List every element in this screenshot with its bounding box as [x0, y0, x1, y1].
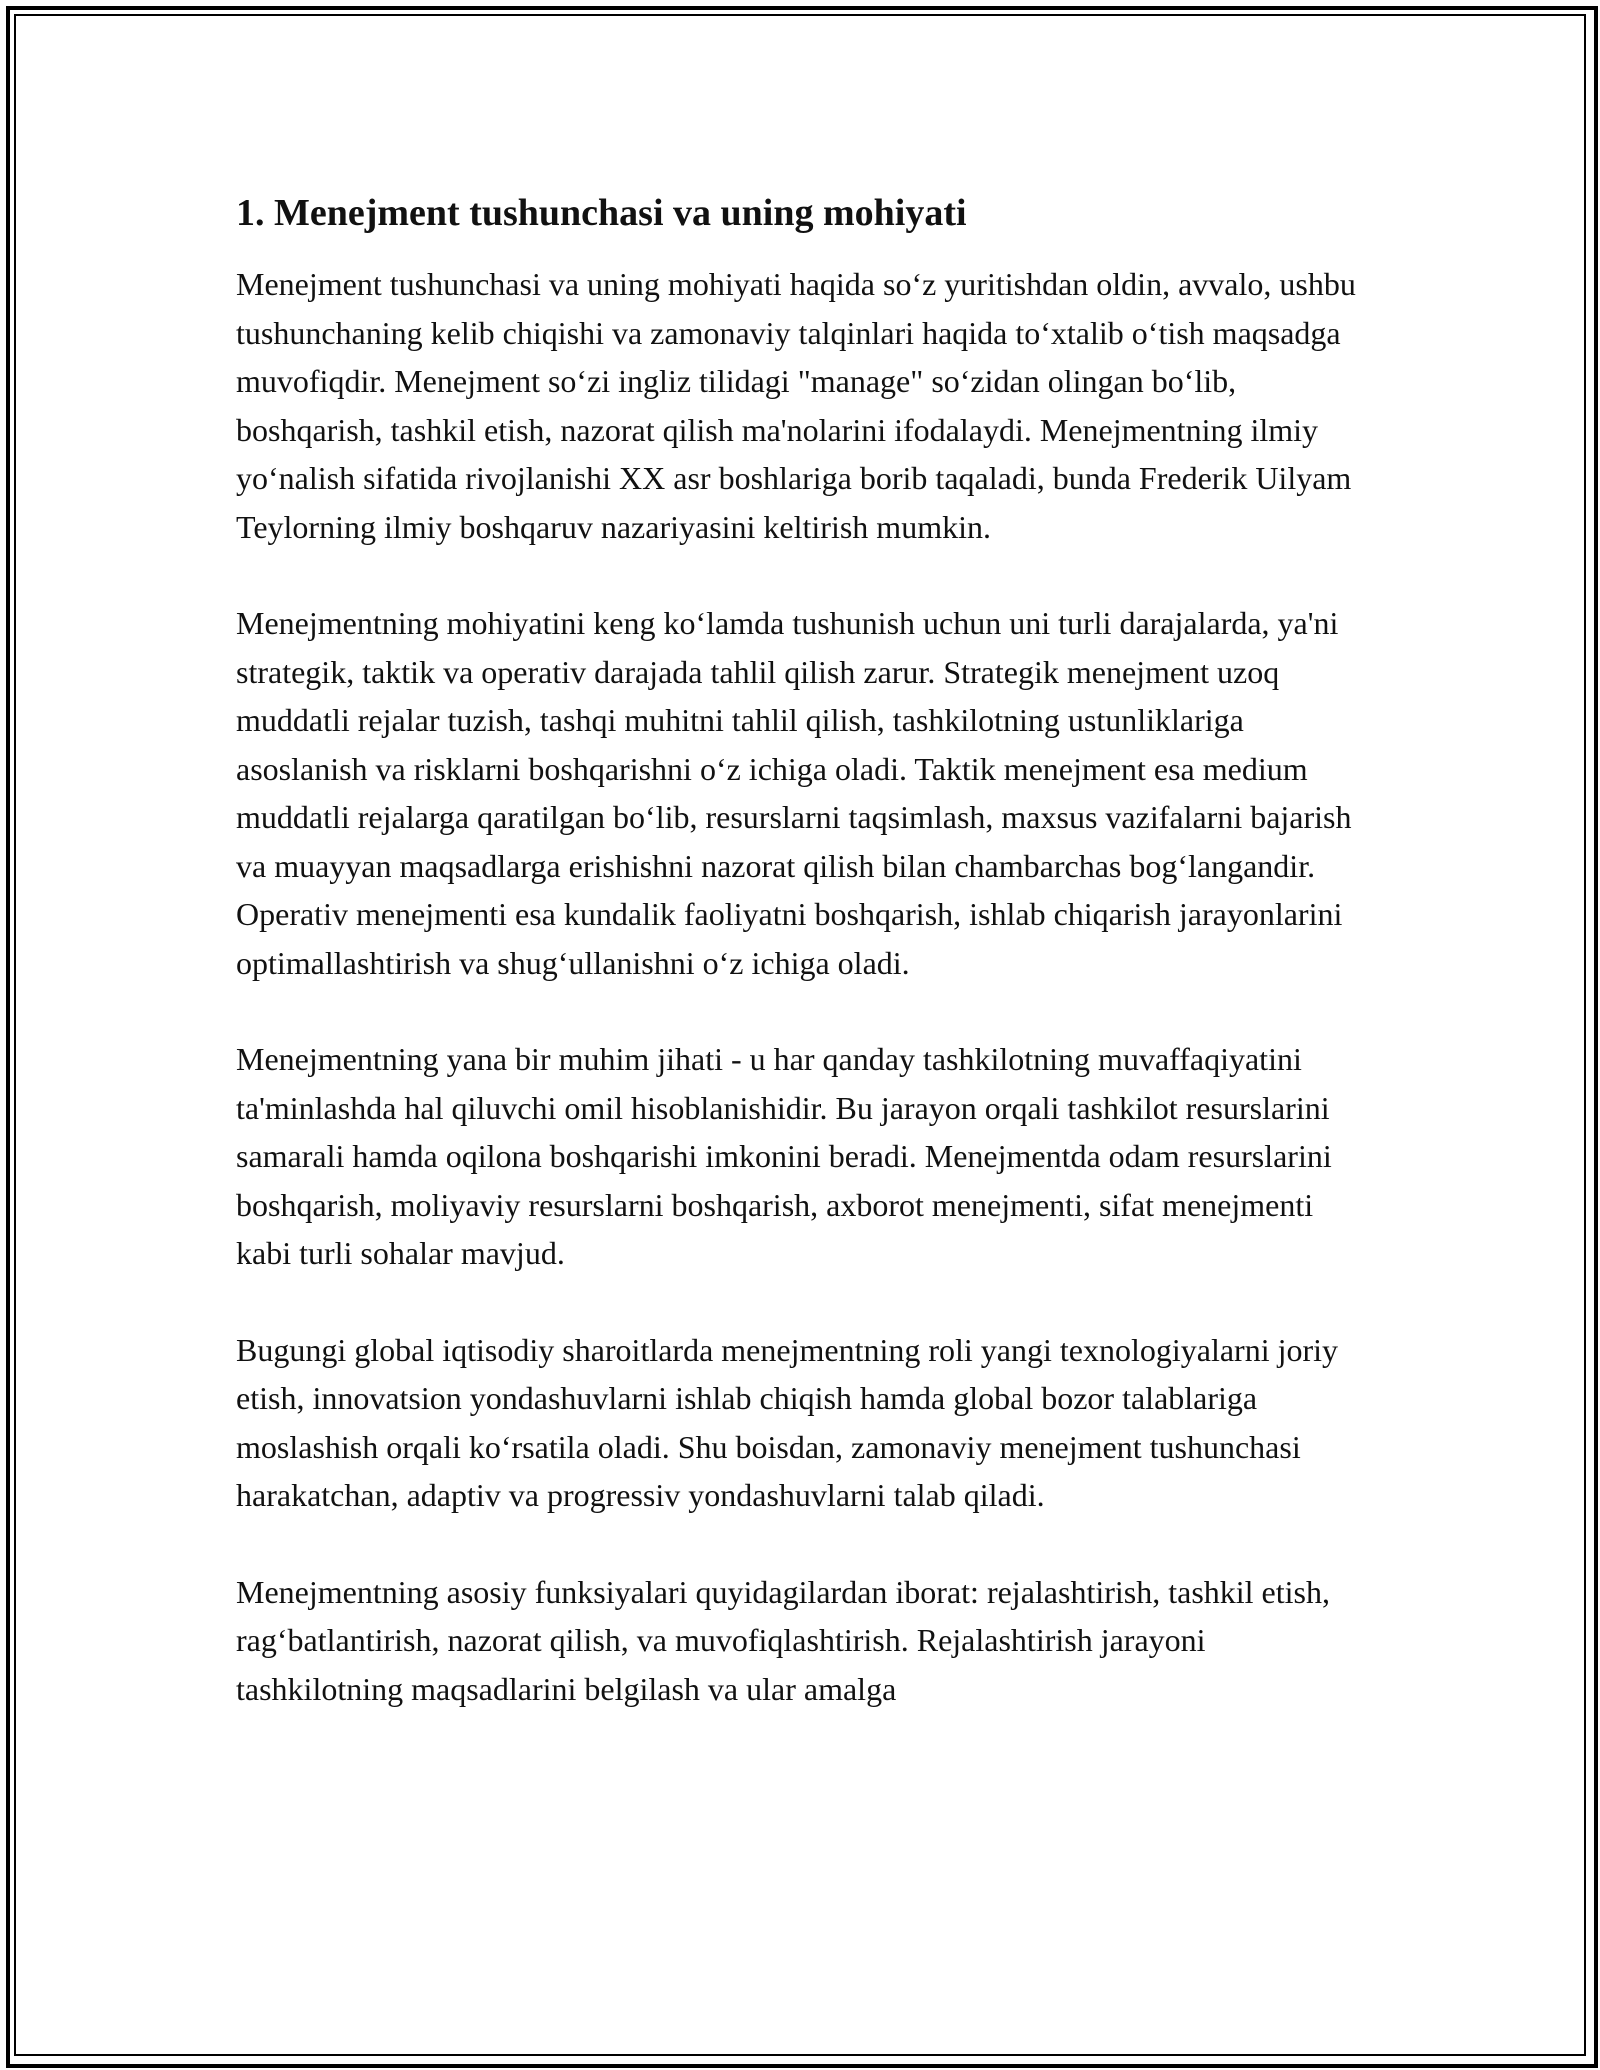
paragraph-2: Menejmentning mohiyatini keng ko‘lamda tushunish uchun uni turli darajalarda, ya'ni strategik, taktik va operativ darajada tahlil qilish zarur. Strategik menejment uzoq muddatli rejalar tuzish, tashqi muhitni tahlil qilish, tashkilotning ustunliklariga asoslanish va risklarni boshqarishni o‘z ichiga oladi. Taktik menejment esa medium muddatli rejalarga qaratilgan bo‘lib, resurslarni taqsimlash, maxsus vazifalarni bajarish va muayyan maqsadlarga erishishni nazorat qilish bilan chambarchas bog‘langandir. Operativ menejmenti esa kundalik faoliyatni boshqarish, ishlab chiqarish jarayonlarini optimallashtirish va shug‘ullanishni o‘z ichiga oladi.	[236, 605, 1352, 981]
paragraph-5: Menejmentning asosiy funksiyalari quyidagilardan iborat: rejalashtirish, tashkil etish, rag‘batlantirish, nazorat qilish, va muvofiqlashtirish. Rejalashtirish jarayoni tashkilotning maqsadlarini belgilash va ular amalga	[236, 1573, 1330, 1707]
document-body	[236, 188, 1366, 1761]
paragraph-4: Bugungi global iqtisodiy sharoitlarda menejmentning roli yangi texnologiyalarni joriy etish, innovatsion yondashuvlarni ishlab chiqish hamda global bozor talablariga moslashish orqali ko‘rsatila oladi. Shu boisdan, zamonaviy menejment tushunchasi harakatchan, adaptiv va progressiv yondashuvlarni talab qiladi.	[236, 1331, 1339, 1513]
section-heading: 1. Menejment tushunchasi va uning mohiyati	[236, 192, 967, 234]
paragraph-1: Menejment tushunchasi va uning mohiyati haqida so‘z yuritishdan oldin, avvalo, ushbu tushunchaning kelib chiqishi va zamonaviy talqinlari haqida to‘xtalib o‘tish maqsadga muvofiqdir. Menejment so‘zi ingliz tilidagi "manage" so‘zidan olingan bo‘lib, boshqarish, tashkil etish, nazorat qilish ma'nolarini ifodalaydi. Menejmentning ilmiy yo‘nalish sifatida rivojlanishi XX asr boshlariga borib taqaladi, bunda Frederik Uilyam Teylorning ilmiy boshqaruv nazariyasini keltirish mumkin.	[236, 266, 1356, 545]
paragraph-3: Menejmentning yana bir muhim jihati - u har qanday tashkilotning muvaffaqiyatini ta'minlashda hal qiluvchi omil hisoblanishidir. Bu jarayon orqali tashkilot resurslarini samarali hamda oqilona boshqarishi imkonini beradi. Menejmentda odam resurslarini boshqarish, moliyaviy resurslarni boshqarish, axborot menejmenti, sifat menejmenti kabi turli sohalar mavjud.	[236, 1041, 1332, 1271]
